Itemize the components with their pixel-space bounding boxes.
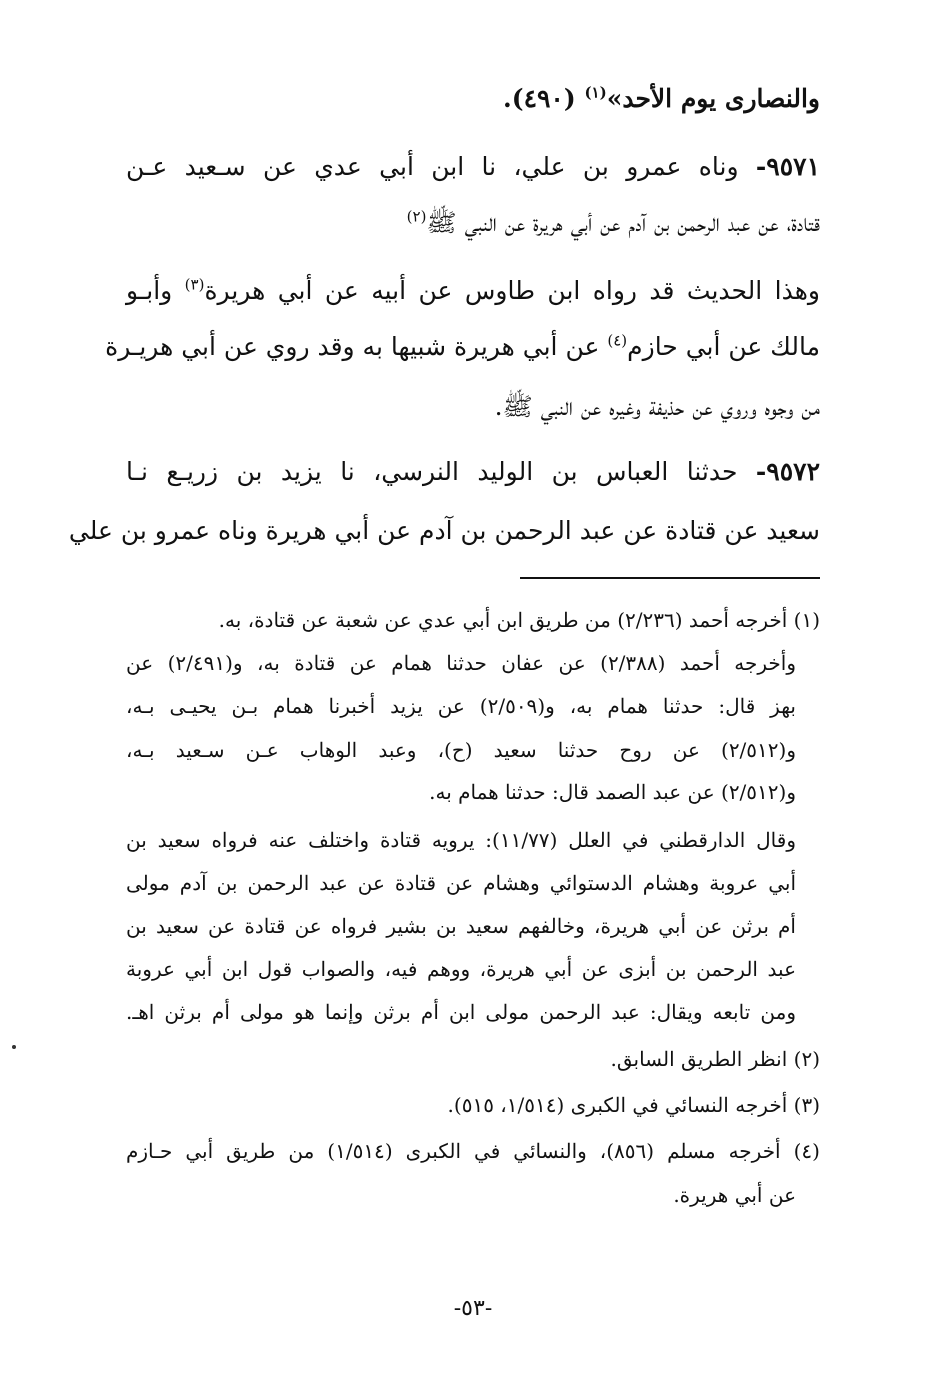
hadith-text: قتادة، عن عبد الرحمن بن آدم عن أبي هريرة عن النبي ﷺ [426, 208, 820, 237]
footnote-4-line-2: عن أبي هريرة. [673, 1183, 796, 1207]
footnote-1-line-6: وقال الدارقطني في العلل (١١/٧٧): يرويه قتادة واختلف عنه فرواه سعيد بن [126, 828, 796, 852]
footnote-1-line-8: أم برثن عن أبي هريرة، وخالفهم سعيد بن بشير فرواه عن قتادة عن سعيد بن [126, 914, 796, 938]
hadith-text: حدثنا العباس بن الوليد النرسي، نا يزيد بن زريـع نـا [126, 457, 738, 486]
footnote-1-line-10: ومن تابعه ويقال: عبد الرحمن مولى ابن أم برثن وإنما هو مولى أم برثن اهـ. [126, 1000, 796, 1024]
hadith-9571-line-2 [126, 206, 820, 240]
hadith-number: ٩٥٧١- [755, 152, 820, 181]
footnote-4-line-1: (٤) أخرجه مسلم (٨٥٦)، والنسائي في الكبرى (١/٥١٤) من طريق أبي حـازم [126, 1139, 820, 1163]
footnote-marker: (١) [584, 83, 607, 102]
page-number: -٥٣- [453, 1296, 493, 1321]
footnote-1-line-2: وأخرجه أحمد (٢/٣٨٨) عن عفان حدثنا همام عن قتادة به، و(٢/٤٩١) عن [126, 651, 796, 675]
commentary-line-2 [105, 330, 820, 364]
footnote-marker: (٢) [406, 207, 427, 226]
footnote-1-line-5: و(٢/٥١٢) عن عبد الصمد قال: حدثنا همام به. [429, 780, 796, 804]
hadith-number: ٩٥٧٢- [755, 457, 820, 486]
commentary-line-3 [126, 390, 820, 424]
commentary-text: مالك عن أبي حازم [627, 332, 820, 361]
heading-line [126, 82, 820, 116]
footnote-3: (٣) أخرجه النسائي في الكبرى (١/٥١٤، ٥١٥). [447, 1093, 820, 1117]
commentary-text: من وجوه وروي عن حذيفة وغيره عن النبي ﷺ. [494, 392, 820, 421]
heading-text: والنصارى يوم الأحد» [606, 84, 820, 113]
commentary-line-1 [126, 274, 820, 308]
footnote-1-line-1: (١) أخرجه أحمد (٢/٢٣٦) من طريق ابن أبي عدي عن شعبة عن قتادة، به. [218, 608, 820, 632]
footnote-2: (٢) انظر الطريق السابق. [610, 1047, 820, 1071]
hadith-text: وناه عمرو بن علي، نا ابن أبي عدي عن سـعيد عـن [126, 152, 739, 181]
commentary-text: وأبـو [126, 276, 173, 305]
hadith-ref-number: (٤٩٠). [503, 84, 576, 113]
footnote-marker: (٣) [184, 275, 205, 294]
footnote-1-line-9: عبد الرحمن بن أبزى عن أبي هريرة، ووهم فيه، والصواب قول ابن أبي عروبة [126, 957, 796, 981]
footnote-marker: (٤) [607, 331, 628, 350]
hadith-9571-line-1 [126, 150, 820, 184]
footnote-1-line-3: بهز قال: حدثنا همام به، و(٢/٥٠٩) عن يزيد أخبرنا همام بـن يحيـى بـه، [126, 694, 796, 718]
footnote-divider [520, 577, 820, 579]
footnote-1-line-4: و(٢/٥١٢) عن روح حدثنا سعيد (ح)، وعبد الوهاب عـن سـعيد بـه، [126, 738, 796, 762]
hadith-text: سعيد عن قتادة عن عبد الرحمن بن آدم عن أبي هريرة وناه عمرو بن علي [68, 516, 820, 545]
hadith-9572-line-1 [126, 455, 820, 489]
commentary-text: وهذا الحديث قد رواه ابن طاوس عن أبيه عن أبي هريرة [204, 276, 820, 305]
commentary-text: عن أبي هريرة شبيها به وقد روي عن أبي هريـرة [105, 332, 600, 361]
footnote-1-line-7: أبي عروبة وهشام الدستوائي وهشام عن قتادة عن عبد الرحمن بن آدم مولى [126, 871, 796, 895]
ink-speck [12, 1045, 16, 1049]
hadith-9572-line-2 [68, 514, 820, 548]
